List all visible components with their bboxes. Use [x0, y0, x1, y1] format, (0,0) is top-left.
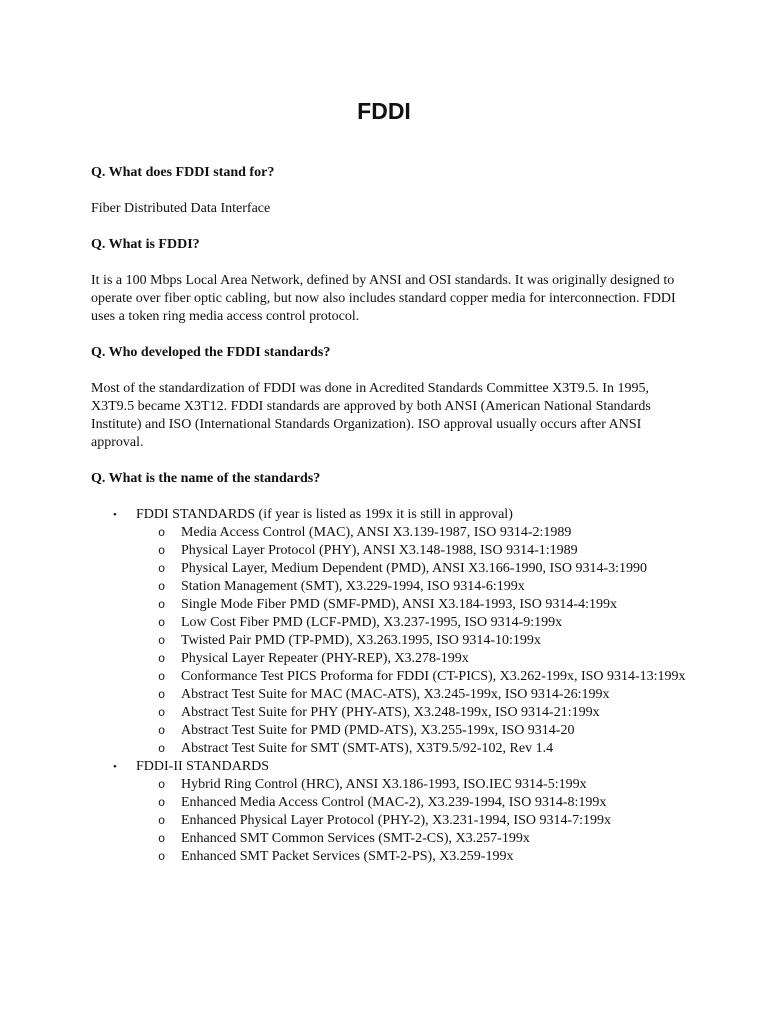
list-item — [136, 578, 691, 596]
sub-bullet-icon: o — [158, 706, 166, 720]
standards-sublist — [136, 524, 691, 758]
list-item-text: Abstract Test Suite for MAC (MAC-ATS), X3.245-199x, ISO 9314-26:199x — [181, 687, 610, 702]
list-item-text: Enhanced Media Access Control (MAC-2), X3.239-1994, ISO 9314-8:199x — [181, 795, 607, 810]
list-item-text: Enhanced SMT Common Services (SMT-2-CS), X3.257-199x — [181, 831, 530, 846]
page-title: FDDI — [357, 98, 411, 124]
list-item-text: Enhanced Physical Layer Protocol (PHY-2), X3.231-1994, ISO 9314-7:199x — [181, 813, 612, 828]
list-item-text: Media Access Control (MAC), ANSI X3.139-1987, ISO 9314-2:1989 — [181, 525, 572, 540]
list-item-text: Abstract Test Suite for SMT (SMT-ATS), X3T9.5/92-102, Rev 1.4 — [181, 741, 554, 756]
list-item — [136, 722, 691, 740]
list-item — [136, 686, 691, 704]
question-4: Q. What is the name of the standards? — [91, 471, 321, 486]
sub-bullet-icon: o — [158, 544, 166, 558]
sub-bullet-icon: o — [158, 634, 166, 648]
sub-bullet-icon: o — [158, 724, 166, 738]
list-item-text: Hybrid Ring Control (HRC), ANSI X3.186-1993, ISO.IEC 9314-5:199x — [181, 777, 587, 792]
bullet-icon: • — [113, 761, 117, 773]
bullet-icon: • — [113, 509, 117, 521]
question-1: Q. What does FDDI stand for? — [91, 165, 275, 180]
list-item — [136, 668, 691, 686]
sub-bullet-icon: o — [158, 616, 166, 630]
standards-group-fddi-ii — [91, 758, 691, 866]
list-item — [136, 794, 691, 812]
question-3: Q. Who developed the FDDI standards? — [91, 345, 331, 360]
sub-bullet-icon: o — [158, 742, 166, 756]
list-item — [136, 524, 691, 542]
list-item — [136, 812, 691, 830]
list-item-text: Physical Layer Protocol (PHY), ANSI X3.148-1988, ISO 9314-1:1989 — [181, 543, 578, 558]
sub-bullet-icon: o — [158, 832, 166, 846]
sub-bullet-icon: o — [158, 652, 166, 666]
list-item — [136, 542, 691, 560]
sub-bullet-icon: o — [158, 670, 166, 684]
list-item-text: Twisted Pair PMD (TP-PMD), X3.263.1995, ISO 9314-10:199x — [181, 633, 541, 648]
sub-bullet-icon: o — [158, 850, 166, 864]
sub-bullet-icon: o — [158, 562, 166, 576]
list-item — [136, 740, 691, 758]
list-item-text: Low Cost Fiber PMD (LCF-PMD), X3.237-1995, ISO 9314-9:199x — [181, 615, 563, 630]
list-item — [136, 614, 691, 632]
list-item — [136, 650, 691, 668]
list-item — [136, 632, 691, 650]
answer-2: It is a 100 Mbps Local Area Network, defined by ANSI and OSI standards. It was originally designed to operate over fiber optic cabling, but now also includes standard copper media for interconnection. FDDI uses a token ring media access control protocol. — [91, 273, 676, 324]
list-item — [136, 704, 691, 722]
sub-bullet-icon: o — [158, 814, 166, 828]
list-item — [136, 830, 691, 848]
group-heading: FDDI-II STANDARDS — [136, 759, 270, 774]
list-item-text: Enhanced SMT Packet Services (SMT-2-PS), X3.259-199x — [181, 849, 514, 864]
list-item — [136, 776, 691, 794]
list-item — [136, 596, 691, 614]
sub-bullet-icon: o — [158, 796, 166, 810]
list-item-text: Abstract Test Suite for PHY (PHY-ATS), X3.248-199x, ISO 9314-21:199x — [181, 705, 600, 720]
list-item-text: Single Mode Fiber PMD (SMF-PMD), ANSI X3.184-1993, ISO 9314-4:199x — [181, 597, 617, 612]
group-heading: FDDI STANDARDS (if year is listed as 199x it is still in approval) — [136, 507, 513, 522]
standards-sublist — [136, 776, 691, 866]
list-item-text: Physical Layer, Medium Dependent (PMD), ANSI X3.166-1990, ISO 9314-3:1990 — [181, 561, 648, 576]
answer-3: Most of the standardization of FDDI was done in Acredited Standards Committee X3T9.5. In 1995, X3T9.5 became X3T12. FDDI standards are approved by both ANSI (American National Standards Institute) and ISO (International Standards Organization). ISO approval usually occurs after ANSI approval. — [91, 381, 651, 450]
list-item-text: Conformance Test PICS Proforma for FDDI (CT-PICS), X3.262-199x, ISO 9314-13:199x — [181, 669, 686, 684]
standards-list — [91, 506, 691, 866]
list-item-text: Abstract Test Suite for PMD (PMD-ATS), X3.255-199x, ISO 9314-20 — [181, 723, 575, 738]
list-item — [136, 560, 691, 578]
list-item-text: Station Management (SMT), X3.229-1994, ISO 9314-6:199x — [181, 579, 525, 594]
sub-bullet-icon: o — [158, 778, 166, 792]
sub-bullet-icon: o — [158, 688, 166, 702]
sub-bullet-icon: o — [158, 526, 166, 540]
sub-bullet-icon: o — [158, 598, 166, 612]
list-item-text: Physical Layer Repeater (PHY-REP), X3.278-199x — [181, 651, 469, 666]
sub-bullet-icon: o — [158, 580, 166, 594]
standards-group-fddi — [91, 506, 691, 758]
document-body — [91, 164, 691, 866]
list-item — [136, 848, 691, 866]
answer-1: Fiber Distributed Data Interface — [91, 201, 271, 216]
question-2: Q. What is FDDI? — [91, 237, 200, 252]
